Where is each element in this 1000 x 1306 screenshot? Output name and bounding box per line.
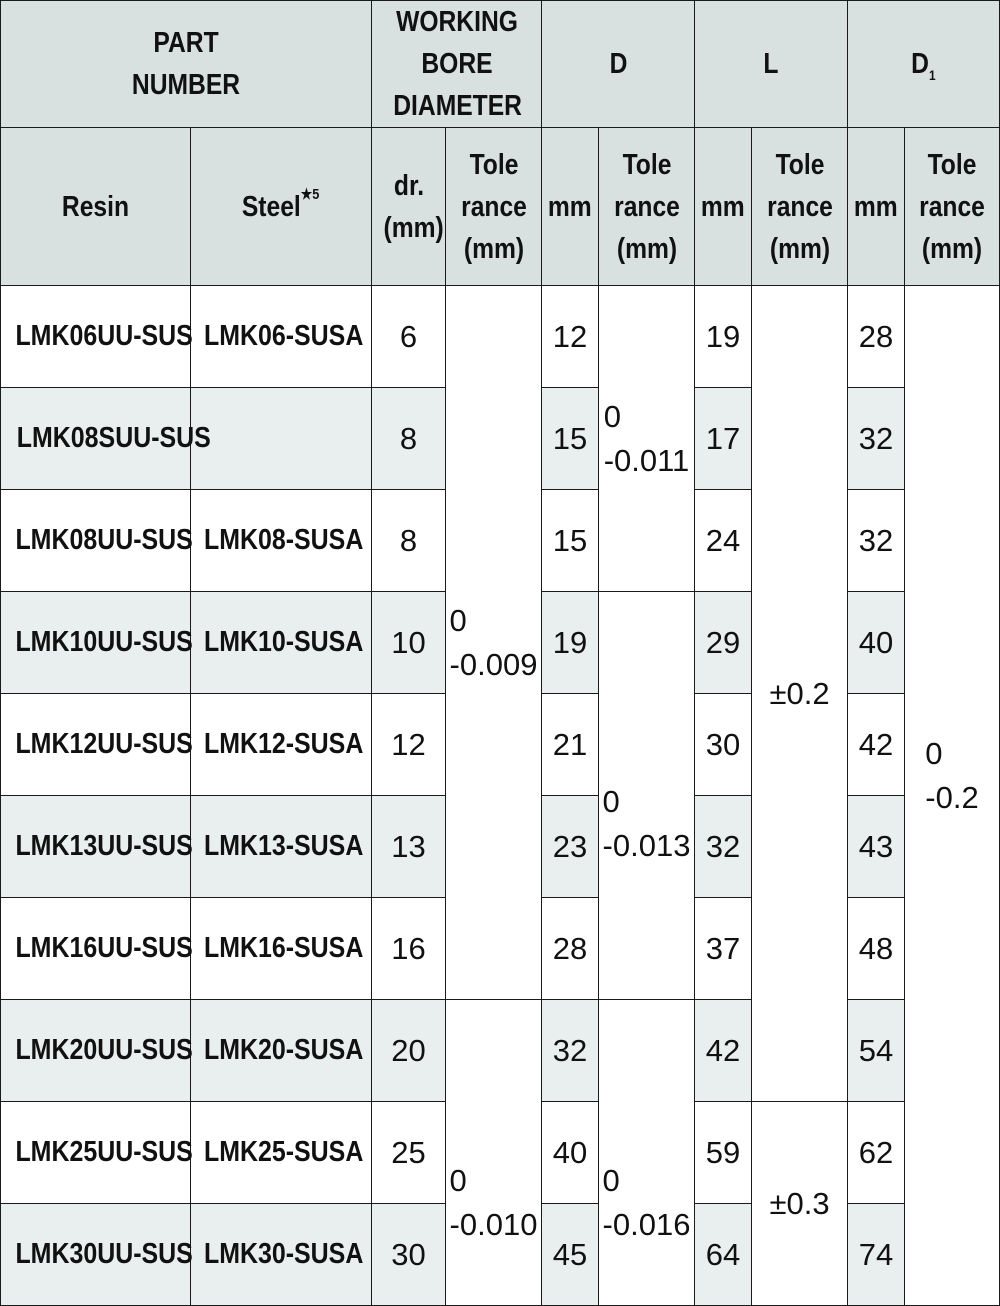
d-tol-lower: -0.011 — [603, 442, 690, 478]
d-tol-lower: -0.016 — [602, 1206, 691, 1242]
d-cell: 21 — [542, 694, 599, 796]
resin-part-cell: LMK16UU-SUS — [1, 898, 191, 1000]
l-tolerance-cell: ±0.3 — [752, 1102, 848, 1306]
d1-cell: 74 — [848, 1204, 905, 1306]
steel-part-cell: LMK30-SUSA — [191, 1204, 372, 1306]
dr-tol-upper: 0 — [449, 603, 467, 639]
dr-cell: 16 — [372, 898, 446, 1000]
steel-part-cell — [191, 388, 372, 490]
resin-part-cell: LMK25UU-SUS — [1, 1102, 191, 1204]
dr-cell: 8 — [372, 388, 446, 490]
d-tolerance-cell — [599, 1000, 695, 1306]
d1-cell: 40 — [848, 592, 905, 694]
l-cell: 42 — [695, 1000, 752, 1102]
resin-part-cell: LMK13UU-SUS — [1, 796, 191, 898]
steel-header-label: Steel — [242, 190, 302, 223]
steel-header — [191, 128, 372, 286]
d1-header-subscript: 1 — [929, 66, 936, 83]
working-bore-diameter-header: WORKING BORE DIAMETER — [372, 1, 542, 128]
d-cell: 15 — [542, 388, 599, 490]
table-row — [1, 1000, 1000, 1102]
d-cell: 28 — [542, 898, 599, 1000]
dr-cell: 6 — [372, 286, 446, 388]
steel-part-cell: LMK06-SUSA — [191, 286, 372, 388]
d-tolerance-cell — [599, 286, 695, 592]
d-tol-lower: -0.013 — [602, 827, 691, 863]
d-cell: 45 — [542, 1204, 599, 1306]
d1-tol-lower: -0.2 — [925, 779, 979, 815]
d-cell: 40 — [542, 1102, 599, 1204]
l-cell: 30 — [695, 694, 752, 796]
l-cell: 19 — [695, 286, 752, 388]
steel-part-cell: LMK16-SUSA — [191, 898, 372, 1000]
d1-tolerance-header: Tole rance (mm) — [905, 128, 1000, 286]
resin-part-cell: LMK12UU-SUS — [1, 694, 191, 796]
l-cell: 32 — [695, 796, 752, 898]
d1-cell: 43 — [848, 796, 905, 898]
d-cell: 19 — [542, 592, 599, 694]
d1-header-label: D — [911, 48, 930, 81]
l-cell: 29 — [695, 592, 752, 694]
d1-header — [848, 1, 1000, 128]
dr-cell: 12 — [372, 694, 446, 796]
dr-tolerance-cell — [446, 1000, 542, 1306]
l-cell: 64 — [695, 1204, 752, 1306]
steel-part-cell: LMK08-SUSA — [191, 490, 372, 592]
resin-part-cell: LMK10UU-SUS — [1, 592, 191, 694]
l-tolerance-header: Tole rance (mm) — [752, 128, 848, 286]
d1-cell: 42 — [848, 694, 905, 796]
steel-part-cell: LMK12-SUSA — [191, 694, 372, 796]
d-cell: 32 — [542, 1000, 599, 1102]
dr-tol-lower: -0.010 — [449, 1206, 538, 1242]
d1-tol-upper: 0 — [925, 736, 943, 772]
steel-part-cell: LMK10-SUSA — [191, 592, 372, 694]
dr-mm-header: dr. (mm) — [372, 128, 446, 286]
d-tolerance-cell — [599, 592, 695, 1000]
resin-part-cell: LMK06UU-SUS — [1, 286, 191, 388]
d1-tolerance-cell — [905, 286, 1000, 1306]
d-cell: 23 — [542, 796, 599, 898]
steel-part-cell: LMK20-SUSA — [191, 1000, 372, 1102]
d1-cell: 32 — [848, 388, 905, 490]
resin-part-cell: LMK08SUU-SUS — [1, 388, 191, 490]
part-number-header: PART NUMBER — [1, 1, 372, 128]
l-tolerance-cell: ±0.2 — [752, 286, 848, 1102]
d-tol-upper: 0 — [602, 1163, 620, 1199]
l-header: L — [695, 1, 848, 128]
d-cell: 12 — [542, 286, 599, 388]
d1-cell: 28 — [848, 286, 905, 388]
d-tol-upper: 0 — [603, 399, 621, 435]
header-row-1 — [1, 1, 1000, 128]
dr-cell: 20 — [372, 1000, 446, 1102]
l-cell: 17 — [695, 388, 752, 490]
resin-part-cell: LMK20UU-SUS — [1, 1000, 191, 1102]
dr-cell: 25 — [372, 1102, 446, 1204]
resin-header: Resin — [1, 128, 191, 286]
l-cell: 59 — [695, 1102, 752, 1204]
d-tolerance-header: Tole rance (mm) — [599, 128, 695, 286]
dr-cell: 30 — [372, 1204, 446, 1306]
resin-part-cell: LMK30UU-SUS — [1, 1204, 191, 1306]
d1-cell: 54 — [848, 1000, 905, 1102]
dr-tol-upper: 0 — [449, 1163, 467, 1199]
l-cell: 37 — [695, 898, 752, 1000]
d-tol-upper: 0 — [602, 784, 620, 820]
l-cell: 24 — [695, 490, 752, 592]
resin-part-cell: LMK08UU-SUS — [1, 490, 191, 592]
header-row-2 — [1, 128, 1000, 286]
dr-cell: 8 — [372, 490, 446, 592]
dr-cell: 10 — [372, 592, 446, 694]
d1-cell: 48 — [848, 898, 905, 1000]
dr-tolerance-header: Tole rance (mm) — [446, 128, 542, 286]
d1-cell: 32 — [848, 490, 905, 592]
steel-part-cell: LMK13-SUSA — [191, 796, 372, 898]
d-mm-header: mm — [542, 128, 599, 286]
steel-part-cell: LMK25-SUSA — [191, 1102, 372, 1204]
dr-tolerance-cell — [446, 286, 542, 1000]
d-cell: 15 — [542, 490, 599, 592]
d-header: D — [542, 1, 695, 128]
l-mm-header: mm — [695, 128, 752, 286]
d1-cell: 62 — [848, 1102, 905, 1204]
table-row — [1, 286, 1000, 388]
dr-cell: 13 — [372, 796, 446, 898]
steel-footnote-mark: ★5 — [301, 185, 320, 203]
d1-mm-header: mm — [848, 128, 905, 286]
dr-tol-lower: -0.009 — [449, 646, 538, 682]
